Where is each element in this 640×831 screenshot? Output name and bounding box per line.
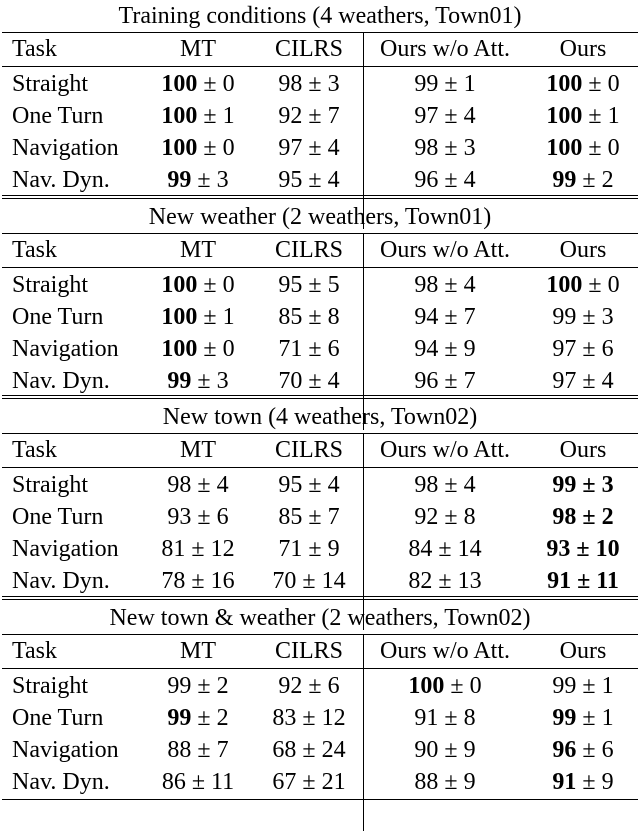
value-std: ± 8 — [302, 304, 340, 330]
value-mean: 92 — [414, 504, 439, 530]
value-cell-ours — [528, 565, 638, 597]
value-std: ± 24 — [296, 737, 346, 763]
value-cell-wo_att — [364, 100, 526, 132]
task-cell: Straight — [12, 673, 88, 699]
value-std: ± 2 — [191, 673, 229, 699]
value-cell-ours — [528, 670, 638, 702]
task-cell: Navigation — [12, 135, 119, 161]
section-title — [0, 602, 640, 634]
value-cell-wo_att — [364, 301, 526, 333]
value-std: ± 11 — [185, 769, 235, 795]
header-rule — [2, 267, 638, 268]
task-cell: Navigation — [12, 737, 119, 763]
section-title-text: New town (4 weathers, Town02) — [162, 404, 478, 430]
table-row — [0, 565, 640, 597]
value-mean: 93 — [167, 504, 192, 530]
value-cell-wo_att — [364, 164, 526, 196]
value-mean: 90 — [414, 737, 439, 763]
value-std: ± 6 — [191, 504, 229, 530]
value-std: ± 6 — [576, 737, 614, 763]
value-mean: 95 — [278, 472, 303, 498]
value-mean: 100 — [161, 103, 198, 129]
value-std: ± 4 — [438, 103, 476, 129]
table-row — [0, 670, 640, 702]
section-title — [0, 201, 640, 233]
value-cell-cilrs — [256, 501, 362, 533]
value-mean: 91 — [414, 705, 439, 731]
value-std: ± 0 — [197, 135, 235, 161]
table-row — [0, 734, 640, 766]
header-cilrs: CILRS — [274, 237, 343, 263]
header-rule — [2, 467, 638, 468]
header-wo_att: Ours w/o Att. — [379, 237, 510, 263]
value-std: ± 5 — [302, 272, 340, 298]
value-cell-mt — [140, 533, 256, 565]
table-row — [0, 68, 640, 100]
value-std: ± 7 — [302, 103, 340, 129]
value-cell-mt — [140, 670, 256, 702]
value-std: ± 1 — [438, 71, 476, 97]
header-mt: MT — [180, 437, 216, 463]
value-cell-wo_att — [364, 68, 526, 100]
value-mean: 67 — [272, 769, 297, 795]
task-cell: Nav. Dyn. — [12, 568, 110, 594]
value-cell-wo_att — [364, 365, 526, 397]
value-cell-ours — [528, 100, 638, 132]
value-cell-cilrs — [256, 301, 362, 333]
value-mean: 98 — [414, 272, 439, 298]
value-mean: 100 — [161, 135, 198, 161]
task-cell: Nav. Dyn. — [12, 167, 110, 193]
value-cell-cilrs — [256, 469, 362, 501]
value-std: ± 0 — [197, 272, 235, 298]
value-cell-cilrs — [256, 68, 362, 100]
value-mean: 99 — [414, 71, 439, 97]
value-mean: 99 — [167, 705, 192, 731]
section-divider-top — [2, 395, 638, 396]
value-cell-wo_att — [364, 132, 526, 164]
value-std: ± 9 — [302, 536, 340, 562]
value-std: ± 0 — [444, 673, 482, 699]
value-cell-mt — [140, 501, 256, 533]
value-cell-cilrs — [256, 766, 362, 798]
task-cell: Straight — [12, 71, 88, 97]
value-cell-ours — [528, 533, 638, 565]
column-separator — [363, 635, 364, 831]
value-std: ± 13 — [432, 568, 482, 594]
value-mean: 100 — [161, 71, 198, 97]
value-cell-cilrs — [256, 565, 362, 597]
header-task: Task — [12, 638, 57, 664]
task-cell: Straight — [12, 472, 88, 498]
value-cell-mt — [140, 365, 256, 397]
value-cell-mt — [140, 132, 256, 164]
value-mean: 99 — [552, 304, 577, 330]
value-mean: 100 — [161, 304, 198, 330]
value-std: ± 9 — [438, 737, 476, 763]
value-mean: 96 — [414, 368, 439, 394]
value-cell-mt — [140, 565, 256, 597]
task-cell: Navigation — [12, 536, 119, 562]
value-std: ± 1 — [197, 304, 235, 330]
table-bottom-rule — [2, 799, 638, 800]
value-cell-ours — [528, 734, 638, 766]
value-mean: 100 — [161, 272, 198, 298]
value-mean: 78 — [161, 568, 186, 594]
table-row — [0, 501, 640, 533]
value-mean: 100 — [408, 673, 445, 699]
value-mean: 71 — [278, 536, 303, 562]
value-mean: 88 — [167, 737, 192, 763]
value-mean: 96 — [552, 737, 577, 763]
section-divider-bottom — [2, 599, 638, 600]
value-mean: 92 — [278, 673, 303, 699]
value-mean: 88 — [414, 769, 439, 795]
value-cell-wo_att — [364, 702, 526, 734]
value-std: ± 3 — [191, 167, 229, 193]
value-std: ± 7 — [191, 737, 229, 763]
header-mt: MT — [180, 638, 216, 664]
value-cell-wo_att — [364, 565, 526, 597]
section-divider-bottom — [2, 398, 638, 399]
value-std: ± 2 — [576, 167, 614, 193]
table-row — [0, 132, 640, 164]
value-std: ± 6 — [576, 336, 614, 362]
value-cell-ours — [528, 164, 638, 196]
value-std: ± 4 — [302, 368, 340, 394]
value-mean: 98 — [414, 472, 439, 498]
value-mean: 83 — [272, 705, 297, 731]
value-cell-wo_att — [364, 469, 526, 501]
value-cell-mt — [140, 333, 256, 365]
section-title — [0, 0, 640, 32]
value-mean: 99 — [552, 673, 577, 699]
value-std: ± 16 — [185, 568, 235, 594]
column-separator — [363, 33, 364, 229]
value-mean: 94 — [414, 336, 439, 362]
value-cell-mt — [140, 702, 256, 734]
value-cell-cilrs — [256, 734, 362, 766]
value-cell-mt — [140, 766, 256, 798]
header-mt: MT — [180, 237, 216, 263]
value-cell-wo_att — [364, 734, 526, 766]
table-row — [0, 533, 640, 565]
value-mean: 70 — [278, 368, 303, 394]
table-row — [0, 365, 640, 397]
value-mean: 99 — [167, 167, 192, 193]
value-cell-mt — [140, 469, 256, 501]
value-std: ± 3 — [438, 135, 476, 161]
value-std: ± 8 — [438, 504, 476, 530]
header-mt: MT — [180, 36, 216, 62]
value-std: ± 4 — [438, 272, 476, 298]
task-cell: Straight — [12, 272, 88, 298]
value-cell-cilrs — [256, 702, 362, 734]
value-mean: 93 — [546, 536, 571, 562]
value-mean: 81 — [161, 536, 186, 562]
value-std: ± 8 — [438, 705, 476, 731]
section-divider-top — [2, 195, 638, 196]
value-mean: 100 — [546, 272, 583, 298]
value-mean: 95 — [278, 167, 303, 193]
value-cell-cilrs — [256, 132, 362, 164]
task-cell: One Turn — [12, 103, 104, 129]
value-cell-ours — [528, 501, 638, 533]
table-row — [0, 333, 640, 365]
value-std: ± 4 — [191, 472, 229, 498]
section-title — [0, 401, 640, 433]
table-row — [0, 100, 640, 132]
header-ours: Ours — [559, 36, 607, 62]
value-std: ± 4 — [576, 368, 614, 394]
value-std: ± 0 — [582, 135, 620, 161]
section-divider-bottom — [2, 198, 638, 199]
value-cell-ours — [528, 469, 638, 501]
value-cell-ours — [528, 333, 638, 365]
header-row — [0, 635, 640, 667]
value-cell-ours — [528, 269, 638, 301]
header-cilrs: CILRS — [274, 437, 343, 463]
value-mean: 91 — [552, 769, 577, 795]
value-mean: 98 — [414, 135, 439, 161]
value-cell-wo_att — [364, 533, 526, 565]
section-title-text: New town & weather (2 weathers, Town02) — [109, 605, 531, 631]
header-ours: Ours — [559, 437, 607, 463]
value-mean: 99 — [552, 167, 577, 193]
value-mean: 91 — [547, 568, 572, 594]
header-rule — [2, 66, 638, 67]
header-rule — [2, 668, 638, 669]
table-row — [0, 164, 640, 196]
header-row — [0, 434, 640, 466]
value-std: ± 9 — [576, 769, 614, 795]
section-title-text: New weather (2 weathers, Town01) — [148, 204, 492, 230]
value-std: ± 2 — [576, 504, 614, 530]
task-cell: One Turn — [12, 304, 104, 330]
value-std: ± 11 — [571, 568, 619, 594]
header-task: Task — [12, 36, 57, 62]
task-cell: Navigation — [12, 336, 119, 362]
table-row — [0, 301, 640, 333]
value-std: ± 3 — [302, 71, 340, 97]
value-cell-mt — [140, 68, 256, 100]
value-cell-cilrs — [256, 333, 362, 365]
value-mean: 100 — [546, 71, 583, 97]
header-wo_att: Ours w/o Att. — [379, 36, 510, 62]
task-cell: One Turn — [12, 504, 104, 530]
table-row — [0, 469, 640, 501]
value-mean: 71 — [278, 336, 303, 362]
value-mean: 100 — [161, 336, 198, 362]
value-cell-cilrs — [256, 269, 362, 301]
value-std: ± 9 — [438, 336, 476, 362]
value-cell-wo_att — [364, 670, 526, 702]
value-mean: 99 — [552, 472, 577, 498]
value-std: ± 7 — [438, 368, 476, 394]
value-std: ± 3 — [191, 368, 229, 394]
value-std: ± 0 — [582, 272, 620, 298]
value-cell-wo_att — [364, 333, 526, 365]
value-std: ± 21 — [296, 769, 346, 795]
value-mean: 70 — [272, 568, 297, 594]
value-std: ± 0 — [197, 336, 235, 362]
value-std: ± 3 — [576, 304, 614, 330]
value-cell-wo_att — [364, 269, 526, 301]
value-mean: 68 — [272, 737, 297, 763]
value-std: ± 4 — [438, 167, 476, 193]
value-std: ± 1 — [576, 705, 614, 731]
value-std: ± 4 — [438, 472, 476, 498]
value-mean: 99 — [167, 673, 192, 699]
value-std: ± 14 — [296, 568, 346, 594]
value-mean: 96 — [414, 167, 439, 193]
value-std: ± 14 — [432, 536, 482, 562]
table-row — [0, 702, 640, 734]
value-cell-cilrs — [256, 100, 362, 132]
value-cell-ours — [528, 702, 638, 734]
value-mean: 86 — [161, 769, 186, 795]
header-task: Task — [12, 237, 57, 263]
value-cell-mt — [140, 100, 256, 132]
value-cell-wo_att — [364, 766, 526, 798]
value-std: ± 0 — [582, 71, 620, 97]
section-title-text: Training conditions (4 weathers, Town01) — [118, 3, 522, 29]
value-mean: 98 — [278, 71, 303, 97]
value-cell-cilrs — [256, 670, 362, 702]
value-std: ± 10 — [570, 536, 620, 562]
header-ours: Ours — [559, 237, 607, 263]
section-divider-top — [2, 596, 638, 597]
value-mean: 85 — [278, 504, 303, 530]
task-cell: Nav. Dyn. — [12, 769, 110, 795]
value-mean: 82 — [408, 568, 433, 594]
value-mean: 84 — [408, 536, 433, 562]
value-mean: 92 — [278, 103, 303, 129]
value-mean: 97 — [552, 368, 577, 394]
value-mean: 97 — [278, 135, 303, 161]
value-std: ± 7 — [302, 504, 340, 530]
value-mean: 94 — [414, 304, 439, 330]
header-cilrs: CILRS — [274, 638, 343, 664]
value-cell-mt — [140, 269, 256, 301]
value-cell-ours — [528, 68, 638, 100]
value-mean: 97 — [552, 336, 577, 362]
value-mean: 98 — [167, 472, 192, 498]
header-ours: Ours — [559, 638, 607, 664]
value-std: ± 6 — [302, 336, 340, 362]
value-std: ± 1 — [576, 673, 614, 699]
value-std: ± 3 — [576, 472, 614, 498]
value-mean: 97 — [414, 103, 439, 129]
column-separator — [363, 434, 364, 630]
header-task: Task — [12, 437, 57, 463]
header-wo_att: Ours w/o Att. — [379, 437, 510, 463]
header-row — [0, 33, 640, 65]
value-cell-ours — [528, 301, 638, 333]
value-std: ± 4 — [302, 167, 340, 193]
table-row — [0, 766, 640, 798]
value-cell-cilrs — [256, 164, 362, 196]
value-mean: 99 — [552, 705, 577, 731]
value-std: ± 7 — [438, 304, 476, 330]
value-cell-cilrs — [256, 365, 362, 397]
value-cell-ours — [528, 132, 638, 164]
header-wo_att: Ours w/o Att. — [379, 638, 510, 664]
header-cilrs: CILRS — [274, 36, 343, 62]
value-std: ± 0 — [197, 71, 235, 97]
value-std: ± 1 — [582, 103, 620, 129]
value-std: ± 12 — [296, 705, 346, 731]
value-std: ± 2 — [191, 705, 229, 731]
value-mean: 85 — [278, 304, 303, 330]
value-cell-mt — [140, 301, 256, 333]
value-cell-wo_att — [364, 501, 526, 533]
value-cell-mt — [140, 164, 256, 196]
value-std: ± 12 — [185, 536, 235, 562]
value-std: ± 9 — [438, 769, 476, 795]
value-cell-ours — [528, 766, 638, 798]
value-mean: 98 — [552, 504, 577, 530]
value-mean: 100 — [546, 103, 583, 129]
header-row — [0, 234, 640, 266]
value-std: ± 1 — [197, 103, 235, 129]
value-cell-ours — [528, 365, 638, 397]
value-mean: 99 — [167, 368, 192, 394]
value-std: ± 6 — [302, 673, 340, 699]
value-cell-cilrs — [256, 533, 362, 565]
value-cell-mt — [140, 734, 256, 766]
value-mean: 95 — [278, 272, 303, 298]
table-row — [0, 269, 640, 301]
task-cell: One Turn — [12, 705, 104, 731]
value-std: ± 4 — [302, 135, 340, 161]
value-mean: 100 — [546, 135, 583, 161]
task-cell: Nav. Dyn. — [12, 368, 110, 394]
value-std: ± 4 — [302, 472, 340, 498]
